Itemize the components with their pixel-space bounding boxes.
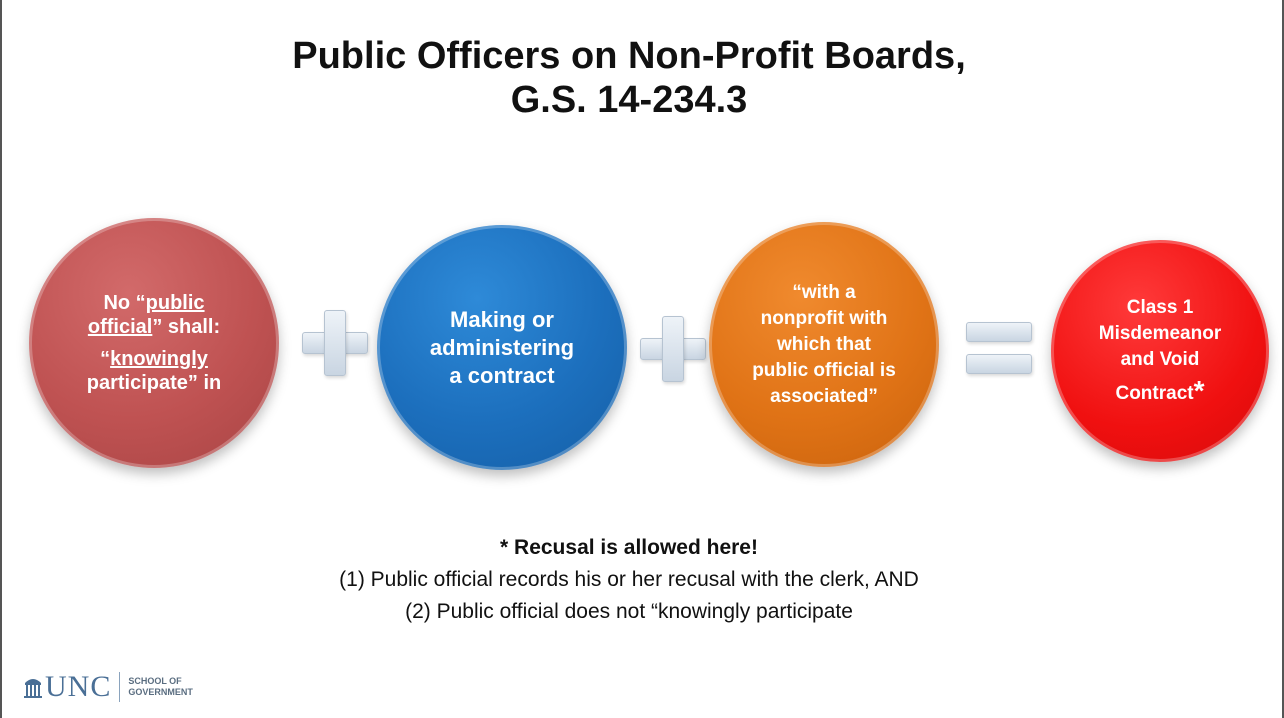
unc-sog-logo <box>24 670 193 704</box>
circle-3-line-4: public official is <box>752 359 896 381</box>
circle-result <box>1051 240 1269 462</box>
circle-2-line-1: Making or <box>450 306 554 332</box>
title-line-2: G.S. 14-234.3 <box>510 79 748 121</box>
school-of-government-text: SCHOOL OF GOVERNMENT <box>128 676 193 697</box>
circle-1-line-4: participate” in <box>86 372 222 394</box>
circle-1-line-2: official” shall: <box>87 316 221 338</box>
circle-1-line-3: “knowingly <box>100 348 208 370</box>
logo-divider <box>119 672 120 702</box>
circle-3-line-1: “with a <box>792 281 856 303</box>
equals-operator <box>966 318 1032 376</box>
circle-4-line-3: and Void <box>1120 349 1200 370</box>
circle-3-line-2: nonprofit with <box>760 307 888 329</box>
circle-4-line-1: Class 1 <box>1126 297 1194 318</box>
circle-contract <box>377 225 627 470</box>
circle-4-line-4: Contract* <box>1115 375 1205 406</box>
circle-nonprofit <box>709 222 939 467</box>
recusal-condition-1: (1) Public official records his or her recusal with the clerk, AND <box>339 568 919 591</box>
title-line-1: Public Officers on Non-Profit Boards, <box>292 35 966 77</box>
old-well-icon <box>24 675 42 699</box>
asterisk-mark: * <box>1193 375 1205 406</box>
underlined-knowingly: knowingly <box>110 348 208 370</box>
plus-operator-2 <box>640 316 706 382</box>
circle-3-line-3: which that <box>777 333 871 355</box>
recusal-heading: * Recusal is allowed here! <box>500 536 758 559</box>
circle-2-line-3: a contract <box>449 362 555 388</box>
underlined-public: public <box>145 292 205 314</box>
circle-3-line-5: associated” <box>770 385 878 407</box>
underlined-official: official <box>87 316 153 338</box>
circle-1-line-1: No “public <box>103 292 205 314</box>
unc-wordmark: UNC <box>24 670 111 704</box>
circle-2-line-2: administering <box>429 334 575 360</box>
circle-4-line-2: Misdemeanor <box>1098 323 1222 344</box>
recusal-condition-2: (2) Public official does not “knowingly participate <box>405 600 853 623</box>
plus-operator-1 <box>302 310 368 376</box>
circle-public-official <box>29 218 279 468</box>
slide-title <box>2 34 1256 122</box>
